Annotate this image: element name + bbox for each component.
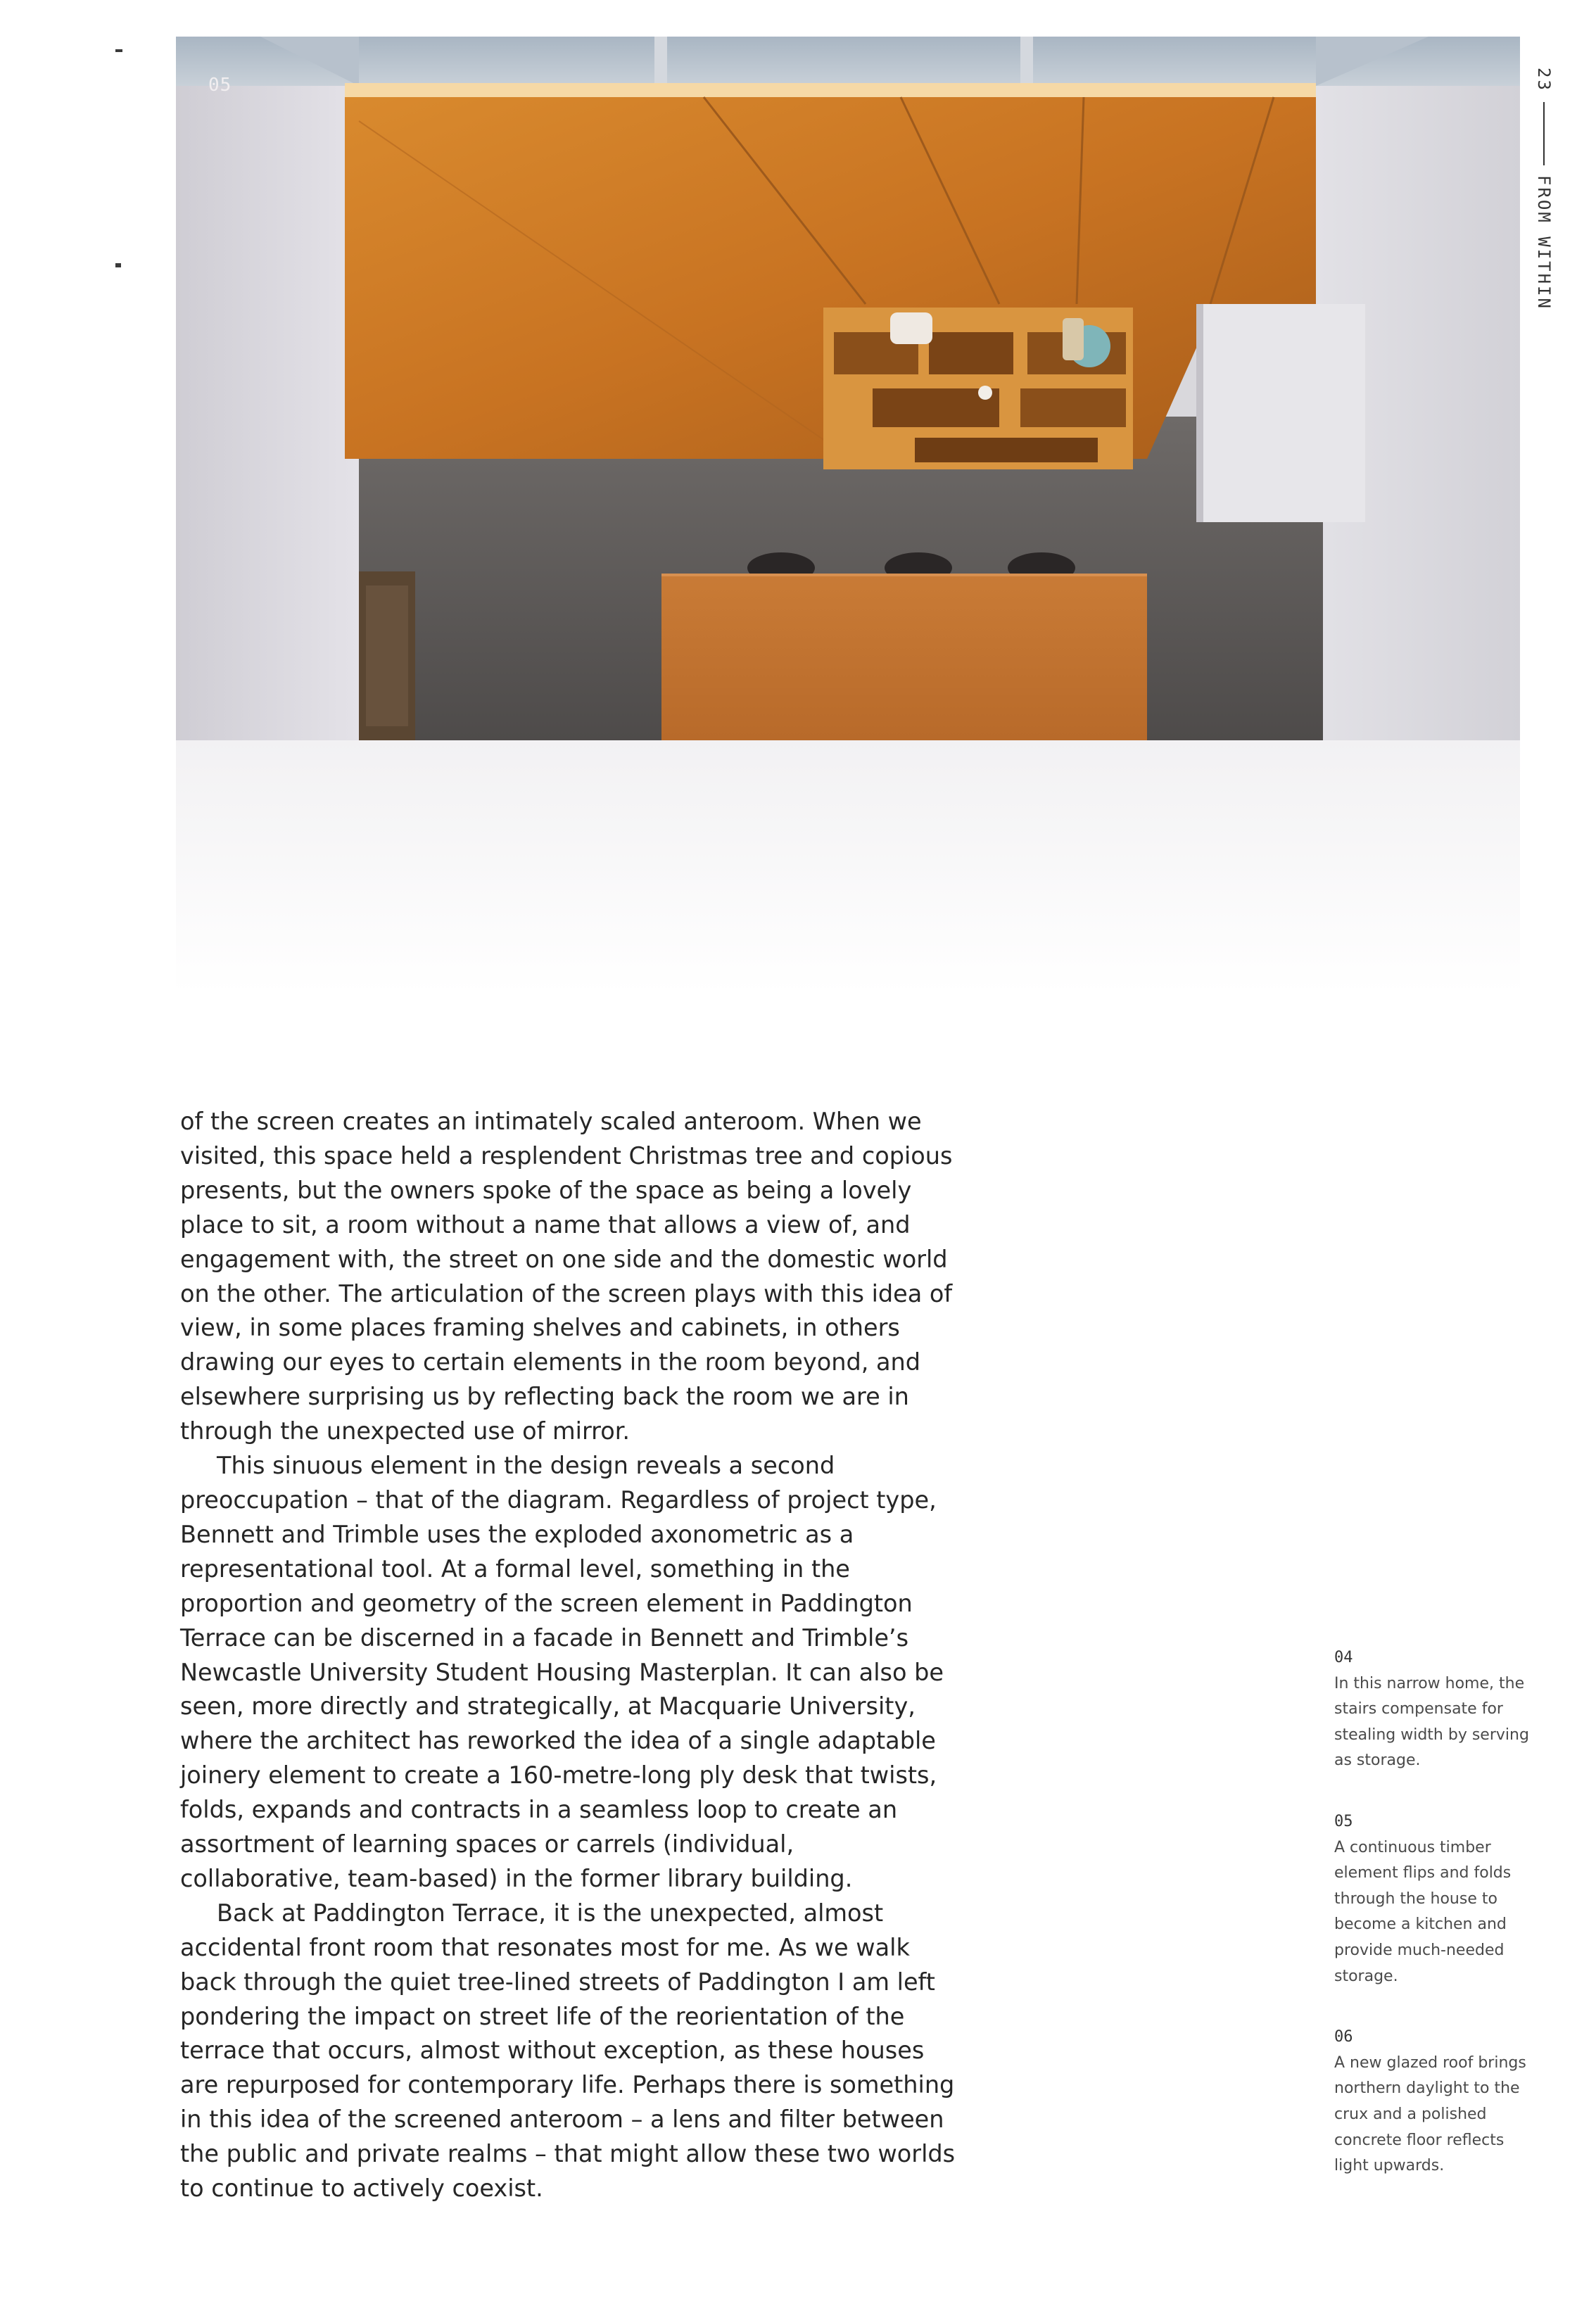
article-body bbox=[180, 1105, 961, 2206]
caption-04 bbox=[1334, 1645, 1545, 1774]
scan-edge-mark bbox=[115, 49, 122, 52]
caption-number: 05 bbox=[1334, 1812, 1353, 1830]
section-title: FROM WITHIN bbox=[1534, 175, 1554, 310]
header-rule bbox=[1543, 102, 1545, 165]
photo-fade bbox=[176, 740, 1520, 994]
caption-text: In this narrow home, the stairs compensate for stealing width by serving as storage. bbox=[1334, 1674, 1529, 1770]
page-number: 23 bbox=[1534, 68, 1554, 92]
caption-06 bbox=[1334, 2025, 1545, 2179]
kitchen-photograph bbox=[176, 37, 1520, 740]
caption-text: A continuous timber element flips and folds through the house to become a kitchen and provide much-needed storage. bbox=[1334, 1838, 1512, 1985]
scan-edge-mark bbox=[115, 263, 121, 267]
paragraph: This sinuous element in the design reveals a second preoccupation – that of the diagram. Regardless of project type, Bennett and Trimble uses the exploded axonometric as a representational tool. At a formal level, something in the proportion and geometry of the screen element in Paddington Terrace can be discerned in a facade in Bennett and Trimble’s Newcastle University Student Housing Masterplan. It can also be seen, more directly and strategically, at Macquarie University, where the architect has reworked the idea of a single adaptable joinery element to create a 160-metre-long ply desk that twists, folds, expands and contracts in a seamless loop to create an assortment of learning spaces or carrels (individual, collaborative, team-based) in the former library building. bbox=[180, 1452, 944, 1892]
caption-text: A new glazed roof brings northern daylight to the crux and a polished concrete floor reflects light upwards. bbox=[1334, 2053, 1526, 2175]
running-header bbox=[1534, 68, 1554, 310]
captions bbox=[1334, 1645, 1545, 2215]
caption-05 bbox=[1334, 1809, 1545, 1989]
caption-number: 06 bbox=[1334, 2028, 1353, 2046]
paragraph: of the screen creates an intimately scaled anteroom. When we visited, this space held a resplendent Christmas tree and copious presents, but the owners spoke of the space as being a lovely place to sit, a room without a name that allows a view of, and engagement with, the street on one side and the domestic world on the other. The articulation of the screen plays with this idea of view, in some places framing shelves and cabinets, in others drawing our eyes to certain elements in the room beyond, and elsewhere surprising us by reflecting back the room we are in through the unexpected use of mirror. bbox=[180, 1108, 953, 1445]
paragraph: Back at Paddington Terrace, it is the unexpected, almost accidental front room that resonates most for me. As we walk back through the quiet tree-lined streets of Paddington I am left pondering the impact on street life of the reorientation of the terrace that occurs, almost without exception, as these houses are repurposed for contemporary life. Perhaps there is something in this idea of the screened anteroom – a lens and filter between the public and private realms – that might allow these two worlds to continue to actively coexist. bbox=[180, 1899, 956, 2203]
photo-number: 05 bbox=[208, 75, 232, 96]
caption-number: 04 bbox=[1334, 1649, 1353, 1666]
